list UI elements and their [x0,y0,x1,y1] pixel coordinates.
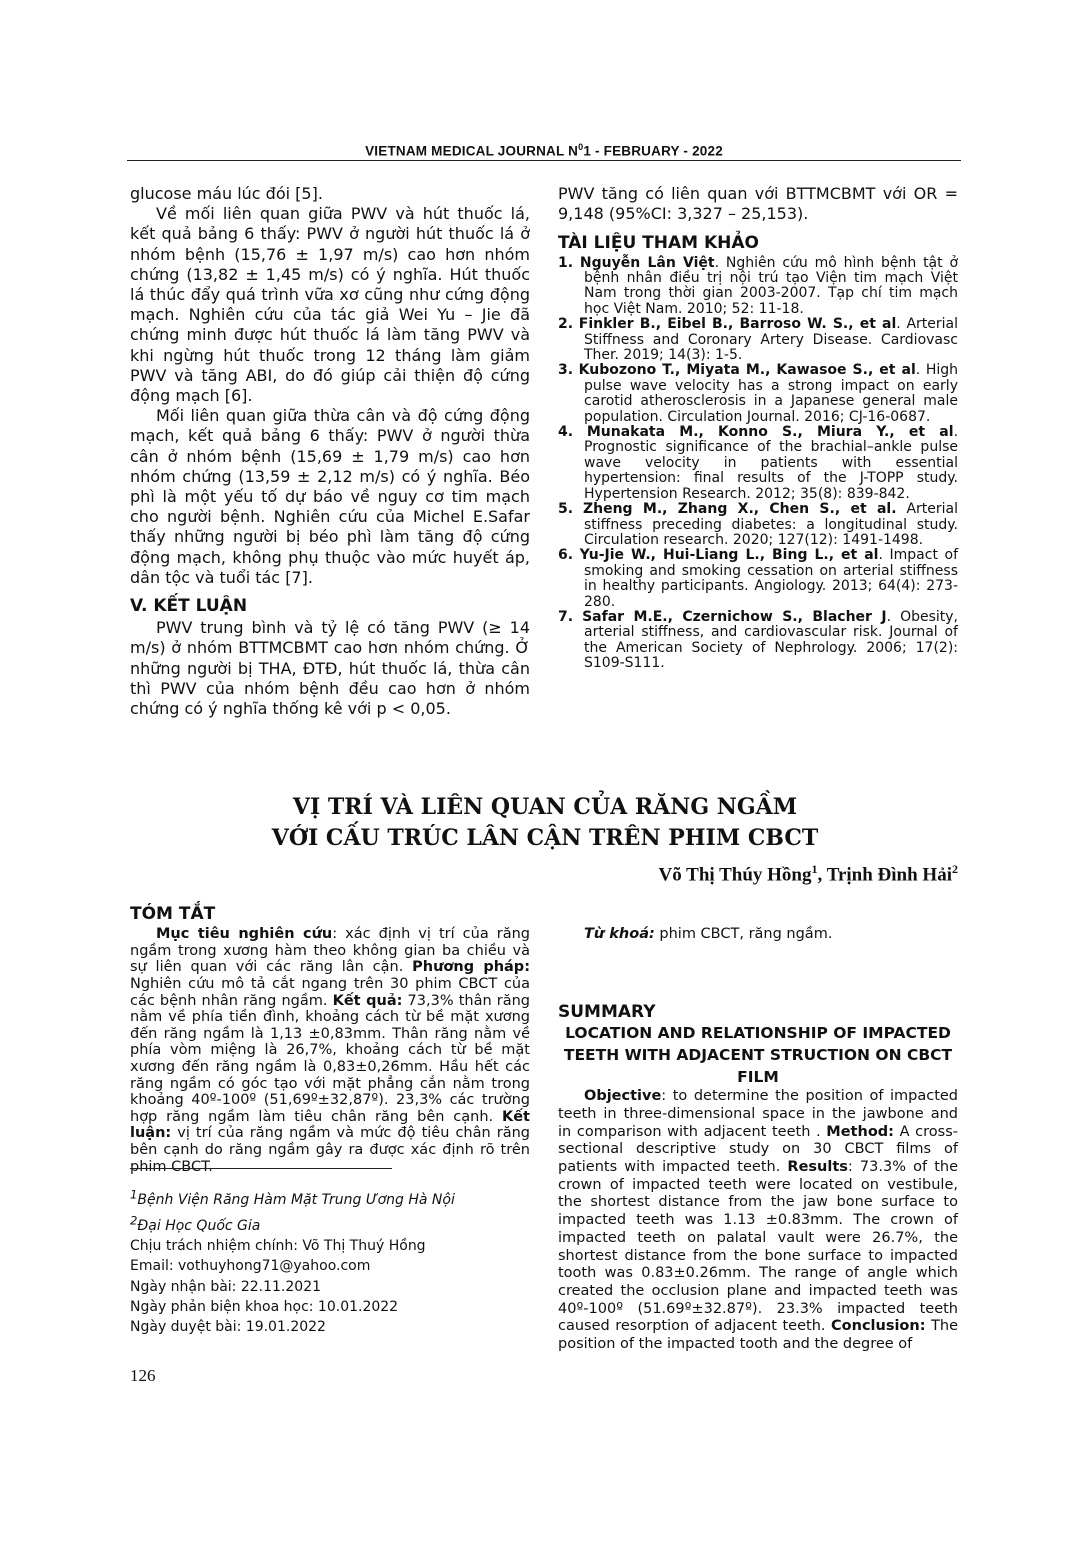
author-separator: , [817,864,827,886]
reference-text: . Prognostic significance of the brachial–ankle pulse wave velocity in patients with essential hypertension: final results of the J-TOPP study. Hypertension Research. 2012; 35(8): 839-842. [584,424,959,502]
en-method-text: A cross-sectional descriptive study on 30 CBCT films of patients with impacted teeth. [558,1123,958,1176]
author-2-affiliation: 2 [952,862,958,876]
section-heading-conclusion: V. KẾT LUẬN [130,596,248,617]
email-line: Email: vothuyhong71@yahoo.com [130,1258,371,1275]
author-1: Võ Thị Thúy Hồng [658,864,812,886]
abstract-body [130,926,530,1175]
reference-text: . Arterial Stiffness and Coronary Artery Disease. Cardiovasc Ther. 2019; 14(3): 1-5. [584,316,958,364]
en-conclusion-text: The position of the impacted tooth and the degree of [558,1318,959,1353]
journal-issue: 1 - FEBRUARY - 2022 [583,143,723,159]
reference-text: . High pulse wave velocity has a strong impact on early carotid atherosclerosis in a Japanese general male population. Circulation Journal. 2016; CJ-16-0687. [584,362,959,425]
keywords-line [558,926,958,943]
reference-number: 4. [558,424,574,441]
en-objective-text: : to determine the position of impacted teeth in three-dimensional space in the jawbone and in comparison with adjacent teeth . [558,1088,958,1140]
left-column [130,184,530,719]
left-paragraph-1: glucose máu lúc đói [5]. [130,184,323,203]
footnote-rule [130,1168,392,1169]
reference-item [558,502,958,548]
footnotes [130,1184,550,1337]
abstract-vietnamese [130,904,530,1175]
author-2: Trịnh Đình Hải [826,864,952,886]
article-title-line-2: VỚI CẤU TRÚC LÂN CẬN TRÊN PHIM CBCT [271,825,819,851]
date-accepted: Ngày duyệt bài: 19.01.2022 [130,1319,326,1336]
reference-text: Arterial stiffness preceding diabetes: a longitudinal study. Circulation research. 2020; 127(12): 1491-1498. [584,501,959,548]
objective-text: : xác định vị trí của răng ngầm trong xương hàm theo không gian ba chiều và sự liên quan với các răng lân cận. [130,926,530,976]
result-label: Kết quả: [332,992,403,1009]
summary-body [558,1088,958,1354]
date-reviewed: Ngày phản biện khoa học: 10.01.2022 [130,1298,399,1315]
method-label: Phương pháp: [412,959,530,976]
article-title-line-1: VỊ TRÍ VÀ LIÊN QUAN CỦA RĂNG NGẦM [292,794,798,820]
reference-number: 1. [558,254,574,271]
reference-item [558,548,958,610]
abstract-heading: TÓM TẮT [130,904,216,924]
section-heading-references: TÀI LIỆU THAM KHẢO [558,233,759,254]
reference-authors: Kubozono T., Miyata M., Kawasoe S., et al [578,362,916,379]
reference-number: 6. [558,547,574,564]
en-results-label: Results [787,1159,848,1176]
en-method-label: Method: [826,1123,894,1140]
header-rule [127,160,961,161]
reference-text: . Impact of smoking and smoking cessation on arterial stiffness in healthy participants. Angiology. 2013; 64(4): 273-280. [584,547,959,610]
affiliation-1-text: Bệnh Viện Răng Hàm Mặt Trung Ương Hà Nội [137,1191,455,1208]
reference-number: 2. [558,316,574,333]
affiliation-2 [130,1210,550,1236]
left-paragraph-2: Về mối liên quan giữa PWV và hút thuốc lá, kết quả bảng 6 thấy: PWV ở người hút thuốc lá ở nhóm bệnh (15,76 ± 1,97 m/s) cao hơn nhóm chứng (13,82 ± 1,45 m/s) có ý nghĩa. Hút thuốc lá thúc đẩy quá trình vữa xơ cũng như cứng động mạch. Nghiên cứu của tác giả Wei Yu – Jie đã chứng minh được hút thuốc lá làm tăng PWV và khi ngừng hút thuốc trong 12 tháng làm giảm PWV và tăng ABI, do đó giúp cải thiện độ cứng động mạch [6]. [130,204,530,406]
result-text: 73,3% thân răng nằm về phía tiền đình, khoảng cách từ bề mặt xương đến răng ngầm là 1,13 ±0,83mm. Thân răng nằm về phía vòm miệng là 26,7%, khoảng cách từ bề mặt xương đến răng ngầm là 0,83±0,26mm. Hầu hết các răng ngầm có góc tạo với mặt phẳng cắn nằm trong khoảng 40º-100º (51,69º±32,87º). 23,3% các trường hợp răng ngầm làm tiêu chân răng bên cạnh. [130,992,530,1125]
affiliation-1 [130,1184,550,1210]
en-conclusion-label: Conclusion: [831,1318,926,1335]
en-results-text: : 73.3% of the crown of impacted teeth were located on vestibule, the shortest distance from the jaw bone surface to impacted teeth was 1.13 ±0.83mm. The crown of impacted teeth on palatal vault were 26.7%, the shortest distance from the bone surface to impacted tooth was 0.83±0.26mm. The range of angle which created the occlusion plane and impacted teeth was 40º-100º (51.69º±32.87º). 23.3% impacted teeth caused resorption of adjacent teeth. [558,1159,958,1335]
reference-item [558,363,958,425]
en-objective-label: Objective [584,1088,662,1105]
reference-authors: Zheng M., Zhang X., Chen S., et al. [582,501,897,518]
responsible-author: Chịu trách nhiệm chính: Võ Thị Thuý Hồng [130,1237,426,1254]
conclusion-text: vị trí của răng ngầm và mức độ tiêu chân răng bên cạnh do răng ngầm gây ra được xác định rõ trên phim CBCT. [130,1125,530,1175]
reference-text: . Nghiên cứu mô hình bệnh tật ở bệnh nhân điều trị nội trú tạo Viện tim mạch Việt Nam trong thời gian 2003-2007. Tạp chí tim mạch học Việt Nam. 2010; 52: 11-18. [584,254,959,317]
right-column [558,184,958,672]
english-summary [558,1002,958,1354]
journal-sup: 0 [578,142,584,152]
left-paragraph-3: Mối liên quan giữa thừa cân và độ cứng động mạch, kết quả bảng 6 thấy: PWV ở người thừa cân ở nhóm bệnh (15,69 ± 1,79 m/s) cao hơn nhóm chứng (13,59 ± 2,12 m/s) có ý nghĩa. Béo phì là một yếu tố dự báo về nguy cơ tim mạch cho người bệnh. Nghiên cứu của Michel E.Safar thấy những người bị béo phì làm tăng độ cứng động mạch, không phụ thuộc vào mức huyết áp, dân tộc và tuổi tác [7]. [130,406,530,587]
reference-number: 3. [558,362,574,379]
reference-item [558,610,958,672]
reference-text: . Obesity, arterial stiffness, and cardiovascular risk. Journal of the American Society of Nephrology. 2006; 17(2): S109-S111. [584,608,958,672]
reference-authors: Finkler B., Eibel B., Barroso W. S., et al [578,316,897,333]
right-paragraph-1: PWV tăng có liên quan với BTTMCBMT với OR = 9,148 (95%CI: 3,327 – 25,153). [558,184,958,224]
reference-item [558,425,958,502]
reference-number: 5. [558,501,574,518]
summary-title: LOCATION AND RELATIONSHIP OF IMPACTED TEETH WITH ADJACENT STRUCTION ON CBCT FILM [563,1024,953,1087]
journal-name: VIETNAM MEDICAL JOURNAL N [365,143,579,159]
article-authors [558,862,958,886]
reference-item [558,256,958,318]
reference-item [558,317,958,363]
journal-header [127,142,961,159]
affiliation-2-text: Đại Học Quốc Gia [137,1217,261,1234]
reference-authors: Yu-Jie W., Hui-Liang L., Bing L., et al [579,547,879,564]
conclusion-label: Kết luận: [130,1108,530,1142]
objective-label: Mục tiêu nghiên cứu [156,926,333,943]
reference-authors: Nguyễn Lân Việt [579,254,715,271]
author-1-affiliation: 1 [811,862,818,876]
affiliation-2-sup: 2 [130,1212,138,1227]
reference-number: 7. [558,608,574,625]
article-title [130,792,960,854]
left-paragraph-4: PWV trung bình và tỷ lệ có tăng PWV (≥ 14 m/s) ở nhóm BTTMCBMT cao hơn nhóm chứng. Ở những người bị THA, ĐTĐ, hút thuốc lá, thừa cân thì PWV của nhóm bệnh đều cao hơn ở nhóm chứng có ý nghĩa thống kê với p < 0,05. [130,618,530,719]
reference-list [558,256,958,672]
method-text: Nghiên cứu mô tả cắt ngang trên 30 phim CBCT của các bệnh nhân răng ngầm. [130,975,530,1009]
keywords-text: phim CBCT, răng ngầm. [654,926,833,942]
reference-authors: Munakata M., Konno S., Miura Y., et al [586,424,954,441]
date-received: Ngày nhận bài: 22.11.2021 [130,1278,322,1295]
reference-authors: Safar M.E., Czernichow S., Blacher J [582,608,887,625]
summary-heading: SUMMARY [558,1002,656,1022]
keywords-block [558,926,958,943]
page-number: 126 [130,1366,156,1385]
affiliation-1-sup: 1 [130,1187,138,1201]
keywords-label: Từ khoá: [584,926,655,942]
